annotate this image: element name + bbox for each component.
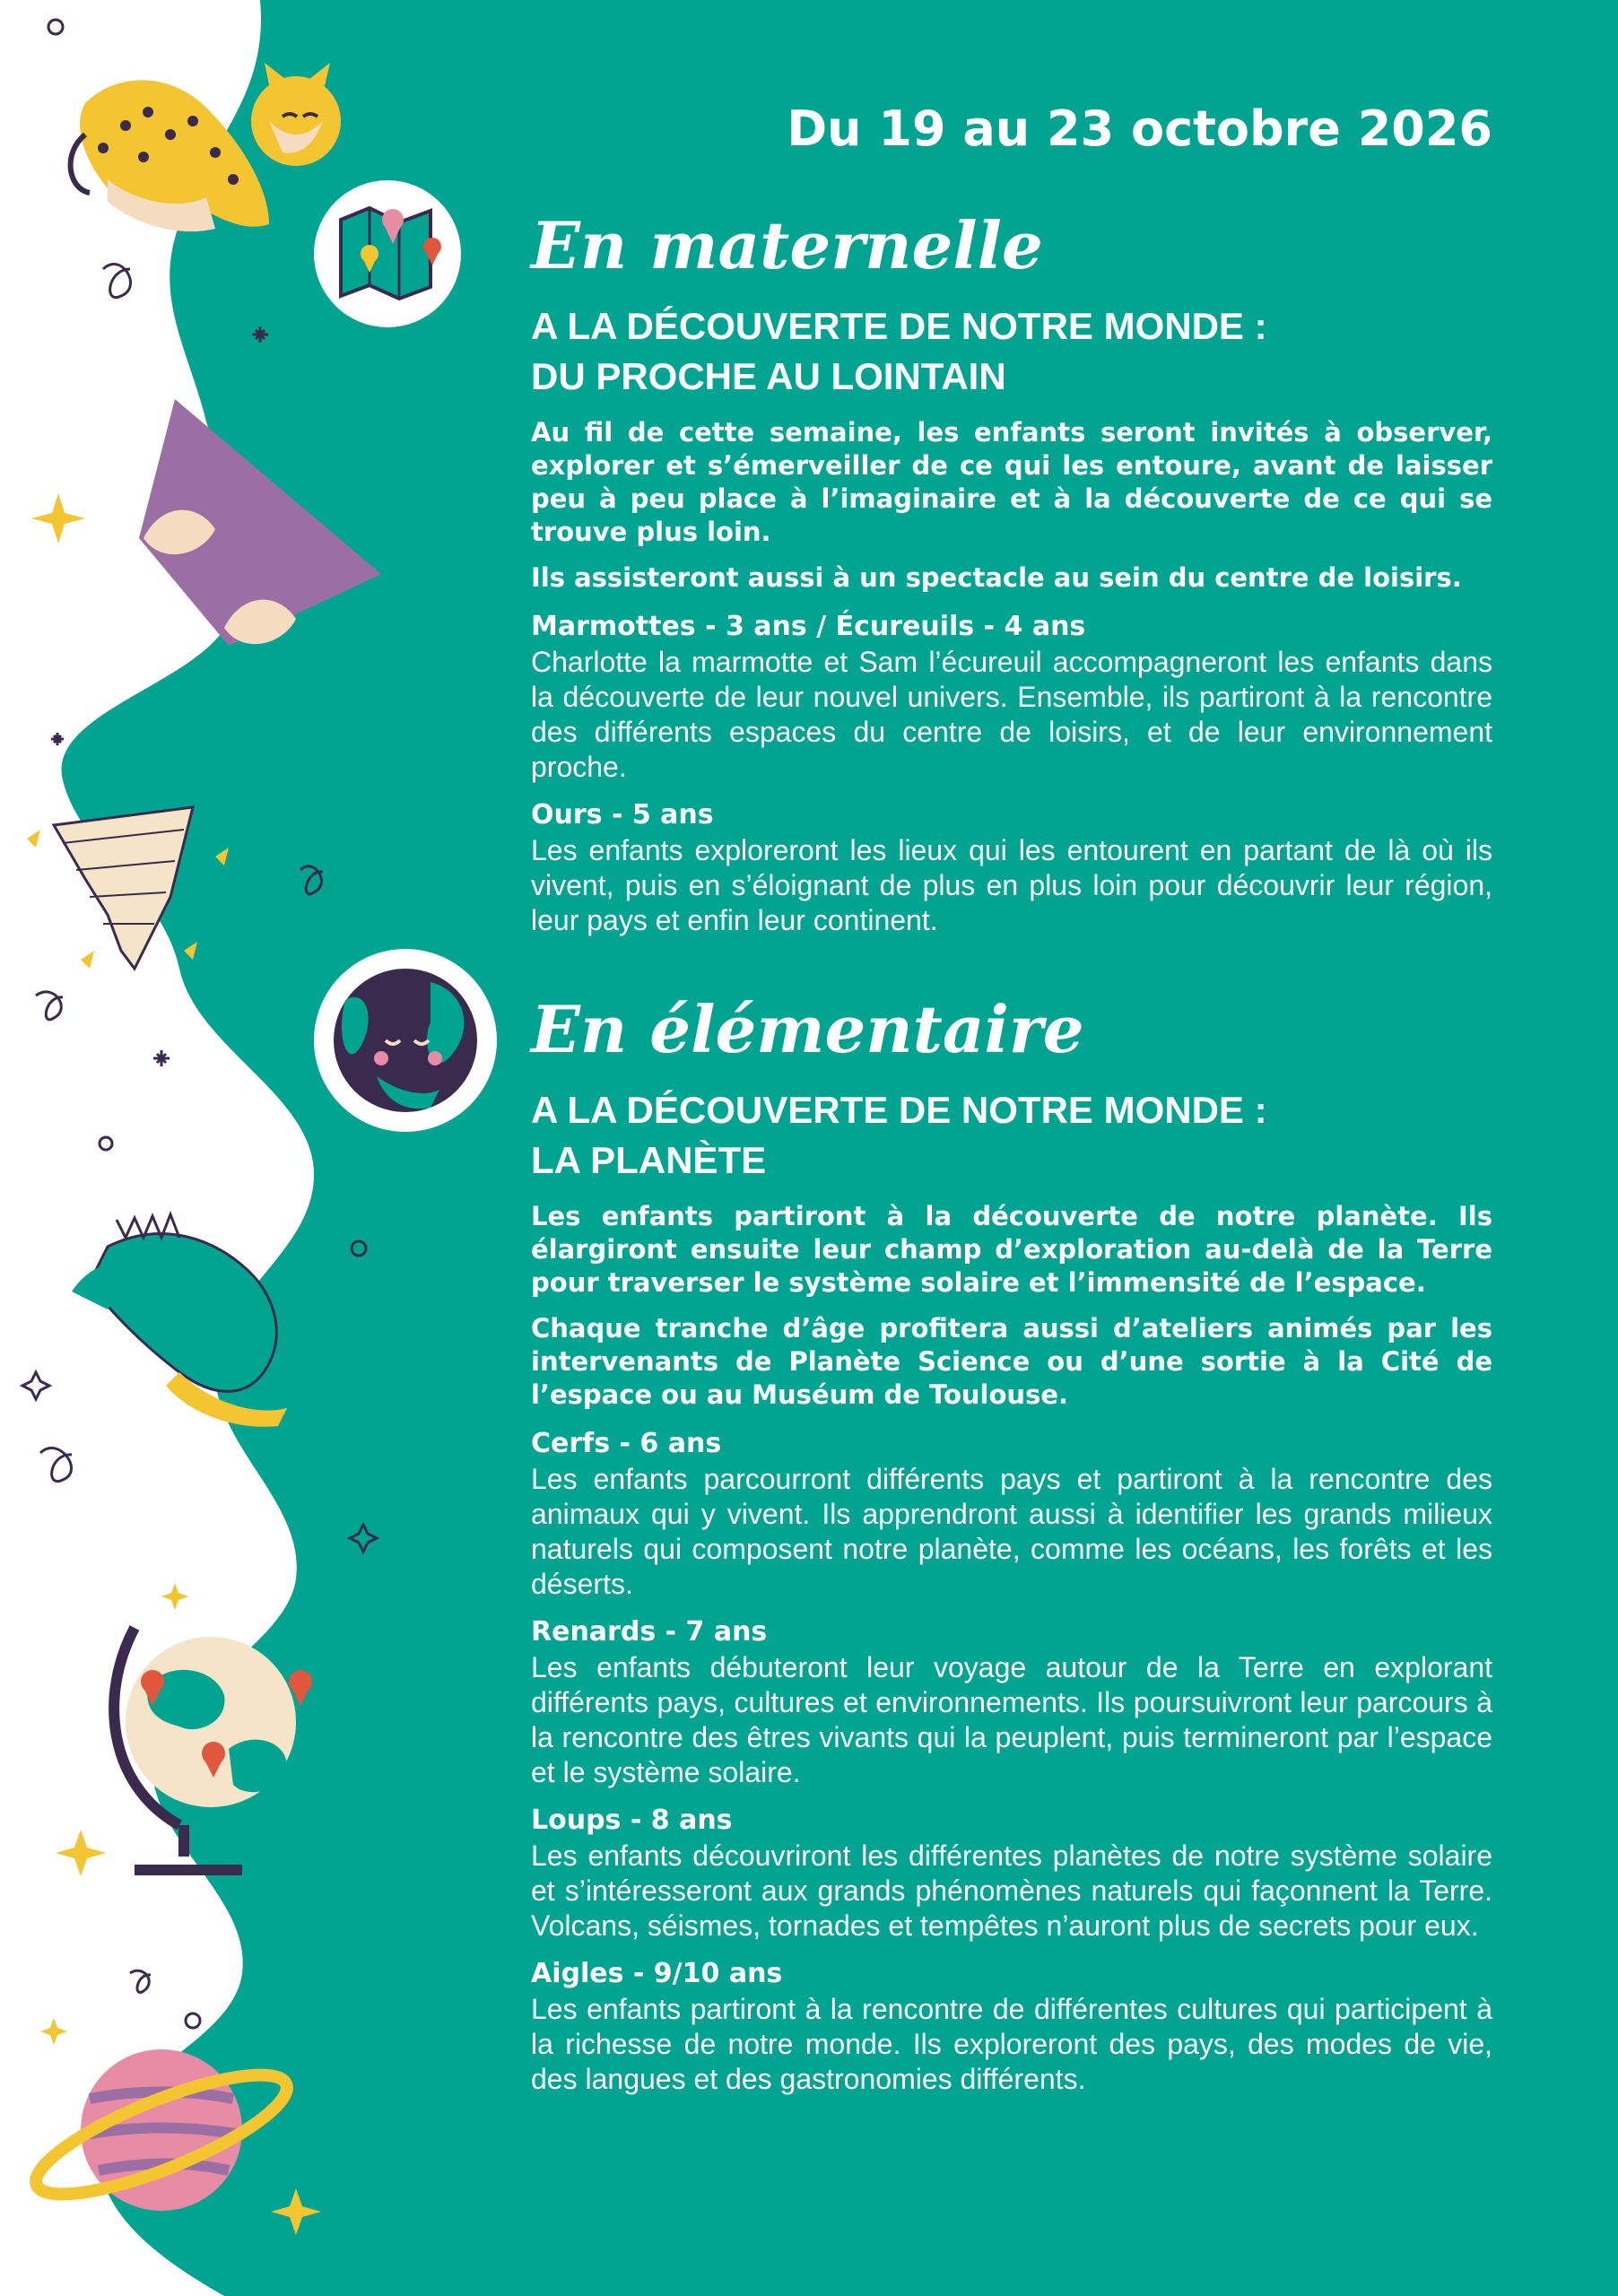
maternelle-intro-1: Au fil de cette semaine, les enfants seront invités à observer, explorer et s’émerveiller de ce qui les entoure, avant de laisser peu à peu place à l’imaginaire et à la découverte de ce qui se trouve plus loin. bbox=[531, 417, 1492, 547]
group-name-aigles: Aigles - 9/10 ans bbox=[531, 1958, 783, 1989]
maternelle-title-line2: DU PROCHE AU LOINTAIN bbox=[531, 355, 1006, 397]
date-range: Du 19 au 23 octobre 2026 bbox=[787, 100, 1492, 157]
elementaire-intro-1: Les enfants partiront à la découverte de notre planète. Ils élargiront ensuite leur champ d’exploration au-delà de la Terre pour traverser le système solaire et l’immensité de l’espace. bbox=[531, 1201, 1492, 1298]
group-text-cerfs: Les enfants parcourront différents pays et partiront à la rencontre des animaux qui y vivent. Ils apprendront aussi à identifier les grands milieux naturels qui composent notre planète, comme les océans, les forêts et les déserts. bbox=[531, 1463, 1492, 1600]
group-name-marmottes: Marmottes - 3 ans / Écureuils - 4 ans bbox=[531, 611, 1086, 642]
group-name-ours: Ours - 5 ans bbox=[531, 799, 714, 831]
elementaire-intro-2: Chaque tranche d’âge profitera aussi d’ateliers animés par les intervenants de Planète Science ou d’une sortie à la Cité de l’espace ou au Muséum de Toulouse. bbox=[531, 1313, 1492, 1410]
maternelle-title-line1: A LA DÉCOUVERTE DE NOTRE MONDE : bbox=[531, 305, 1267, 347]
section-heading-elementaire: En élémentaire bbox=[531, 991, 1084, 1067]
group-text-aigles: Les enfants partiront à la rencontre de différentes cultures qui participent à la richesse de notre monde. Ils exploreront des pays, des modes de vie, des langues et des gastronomies différents. bbox=[531, 1993, 1492, 2095]
group-name-loups: Loups - 8 ans bbox=[531, 1805, 733, 1836]
elementaire-section bbox=[531, 991, 1492, 2097]
maternelle-intro-2: Ils assisteront aussi à un spectacle au sein du centre de loisirs. bbox=[531, 562, 1462, 593]
group-name-cerfs: Cerfs - 6 ans bbox=[531, 1428, 722, 1459]
group-text-renards: Les enfants débuteront leur voyage autour de la Terre en explorant différents pays, cultures et environnements. Ils poursuivront leur parcours à la rencontre des êtres vivants qui la peuplent, puis termineront par l’espace et le système solaire. bbox=[531, 1651, 1492, 1788]
section-heading-maternelle: En maternelle bbox=[531, 207, 1043, 283]
group-text-loups: Les enfants découvriront les différentes planètes de notre système solaire et s’intéresseront aux grands phénomènes naturels qui façonnent la Terre. Volcans, séismes, tornades et tempêtes n’auront plus de secrets pour eux. bbox=[531, 1839, 1492, 1942]
map-icon bbox=[314, 180, 461, 327]
group-text-ours: Les enfants exploreront les lieux qui les entourent en partant de là où ils vivent, puis en s’éloignant de plus en plus loin pour découvrir leur région, leur pays et enfin leur continent. bbox=[531, 834, 1492, 936]
elementaire-title-line2: LA PLANÈTE bbox=[531, 1139, 767, 1181]
earth-icon bbox=[314, 949, 497, 1132]
group-text-marmottes: Charlotte la marmotte et Sam l’écureuil accompagneront les enfants dans la découverte de leur nouvel univers. Ensemble, ils partiront à la rencontre des différents espaces du centre de loisirs, et de leur environnement proche. bbox=[531, 646, 1492, 783]
elementaire-title-line1: A LA DÉCOUVERTE DE NOTRE MONDE : bbox=[531, 1089, 1267, 1131]
maternelle-section bbox=[531, 207, 1492, 938]
group-name-renards: Renards - 7 ans bbox=[531, 1616, 768, 1648]
